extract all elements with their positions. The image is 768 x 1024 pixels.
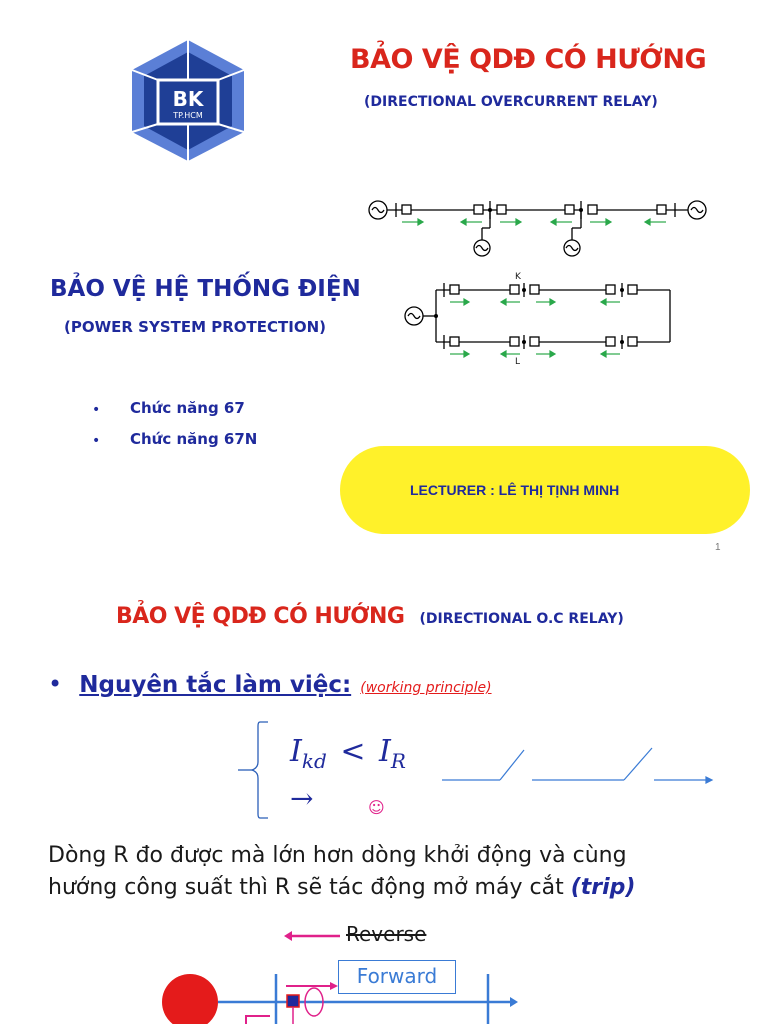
bullet-text: Chức năng 67N [130,430,258,448]
label-k: K [515,272,521,282]
brace-shape [238,720,272,820]
bullet-item [92,399,245,418]
single-line-diagram-top [360,188,720,268]
slide2-title-text: BẢO VỆ QDĐ CÓ HƯỚNG [116,604,405,629]
formula-arrow: → [290,782,314,815]
logo-sub-text: TP.HCM [173,111,203,120]
description-line-1: Dòng R đo được mà lớn hơn dòng khởi động và cùng [48,843,627,868]
reverse-arrow-icon [282,928,342,944]
formula-condition [290,734,406,773]
smiley-icon: ☺ [368,798,385,817]
formula-rhs-sub: R [390,749,406,773]
bullet-item [92,430,258,449]
switch-line-icon [438,746,718,790]
slide-2 [0,570,768,1024]
logo-main-text: BK [172,87,204,111]
formula-lhs: I [290,734,302,769]
bullet-icon: • [92,433,101,449]
bullet-icon: • [48,670,63,698]
label-l: L [515,357,521,366]
page-number: 1 [715,542,721,553]
parallel-line-diagram [398,266,688,366]
principle-label: Nguyên tắc làm việc: [79,672,352,698]
lecturer-name: LECTURER : LÊ THỊ TỊNH MINH [410,482,620,498]
course-subtitle: (POWER SYSTEM PROTECTION) [64,318,327,336]
slide1-subtitle: (DIRECTIONAL OVERCURRENT RELAY) [364,94,658,110]
formula-lhs-sub: kd [301,749,327,773]
principle-bullet [48,670,492,698]
slide2-title [116,604,624,629]
slide2-title-note: (DIRECTIONAL O.C RELAY) [419,611,624,627]
source-circle [162,974,218,1024]
formula-rhs: I [379,734,391,769]
formula-op: < [340,734,366,769]
reverse-label: Reverse [346,922,427,946]
description-line-2-text: hướng công suất thì R sẽ tác động mở máy cắt [48,875,564,900]
trip-label: (trip) [570,875,636,900]
relay-circuit-diagram [160,966,520,1024]
principle-note: (working principle) [360,680,492,696]
slide1-title: BẢO VỆ QDĐ CÓ HƯỚNG [350,44,707,75]
lecturer-pill [340,446,750,534]
forward-label: Forward [356,964,438,988]
bk-logo [128,38,248,163]
course-title: BẢO VỆ HỆ THỐNG ĐIỆN [50,276,361,302]
description-line-2 [48,872,635,904]
bullet-text: Chức năng 67 [130,399,245,417]
bullet-icon: • [92,402,101,418]
